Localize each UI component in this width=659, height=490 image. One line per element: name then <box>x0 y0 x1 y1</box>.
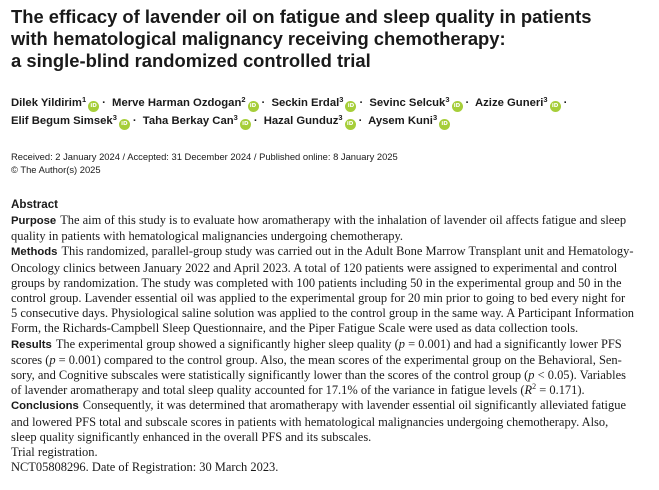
affiliation-marker: 2 <box>241 95 246 104</box>
author-separator: · <box>253 115 258 127</box>
methods-label: Methods <box>11 246 58 259</box>
results-text: The experimental group showed a significantly higher sleep quality ( <box>55 336 399 351</box>
affiliation-marker: 1 <box>81 95 87 104</box>
author-separator: · <box>358 115 363 127</box>
article-title <box>11 6 651 72</box>
affiliation-marker: 3 <box>338 113 343 122</box>
abstract-line <box>11 398 651 414</box>
author[interactable] <box>11 97 99 109</box>
author-separator: · <box>102 97 106 109</box>
author-separator: · <box>132 115 137 127</box>
results-label: Results <box>11 338 52 351</box>
r-squared-exponent: 2 <box>532 382 537 392</box>
abstract-body <box>11 213 651 475</box>
results-text: = 0.171). <box>536 383 585 398</box>
orcid-icon[interactable]: iD <box>345 119 356 130</box>
copyright-notice: © The Author(s) 2025 <box>11 164 101 175</box>
affiliation-marker: 3 <box>432 113 438 122</box>
p-symbol: p <box>49 352 56 367</box>
orcid-icon[interactable]: iD <box>88 101 99 112</box>
author-name: Dilek Yildirim <box>11 97 82 109</box>
author-separator: · <box>359 97 364 109</box>
results-text: < 0.05). Variables <box>534 368 626 383</box>
author[interactable] <box>475 97 561 109</box>
abstract-line <box>11 337 651 353</box>
author[interactable] <box>143 115 251 127</box>
author-name: Azize Guneri <box>475 97 544 109</box>
title-line: a single-blind randomized controlled trial <box>11 50 371 71</box>
author[interactable] <box>369 97 462 109</box>
author[interactable] <box>271 97 356 109</box>
results-text: = 0.001) and had a significantly lower PFS <box>405 336 622 351</box>
author-name: Taha Berkay Can <box>142 115 234 127</box>
abstract-line <box>11 353 651 368</box>
orcid-icon[interactable]: iD <box>119 119 130 130</box>
abstract-line: control group. Lavender essential oil was applied to the experimental group for 20 min prior to going to bed every night for <box>11 291 626 306</box>
author[interactable] <box>368 115 450 127</box>
abstract-line <box>11 244 651 260</box>
author-separator: · <box>465 97 470 109</box>
orcid-icon[interactable]: iD <box>550 101 561 112</box>
trial-registration-label: Trial registration. <box>11 445 98 460</box>
author[interactable] <box>264 115 356 127</box>
author[interactable] <box>11 115 130 127</box>
author-separator: · <box>261 97 266 109</box>
author-name: Merve Harman Ozdogan <box>112 97 242 109</box>
orcid-icon[interactable]: iD <box>240 119 251 130</box>
abstract-line <box>11 368 651 383</box>
results-text: sory, and Cognitive subscales were statistically significantly lower than the scores of the control group ( <box>11 368 529 383</box>
author-name: Aysem Kuni <box>368 115 433 127</box>
orcid-icon[interactable]: iD <box>248 101 259 112</box>
author-name: Hazal Gunduz <box>263 115 339 127</box>
abstract-line: Form, the Richards-Campbell Sleep Questionnaire, and the Piper Fatigue Scale were used as data collection tools. <box>11 321 579 336</box>
purpose-label: Purpose <box>11 215 57 227</box>
author-name: Elif Begum Simsek <box>11 115 113 127</box>
abstract-line: and lowered PFS total and subscale scores in patients with hematological malignancies undergoing chemotherapy. Also, <box>11 414 609 429</box>
abstract-line: sleep quality significantly enhanced in the overall PFS and its subscales. <box>11 429 372 444</box>
author-name: Seckin Erdal <box>271 97 340 109</box>
author-name: Sevinc Selcuk <box>369 97 446 109</box>
orcid-icon[interactable]: iD <box>452 101 463 112</box>
p-symbol: p <box>528 368 535 383</box>
author[interactable] <box>112 97 259 109</box>
publication-dates <box>11 150 651 176</box>
affiliation-marker: 3 <box>233 113 238 122</box>
author-separator: · <box>563 97 568 109</box>
abstract-line <box>11 383 651 398</box>
conclusions-text: Consequently, it was determined that aromatherapy with lavender essential oil significantly alleviated fatigue <box>82 398 626 413</box>
results-text: = 0.001) compared to the control group. Also, the mean scores of the experimental group on the Behavioral, Sen- <box>55 352 622 367</box>
purpose-text: The aim of this study is to evaluate how aromatherapy with the inhalation of lavender oil affects fatigue and sleep <box>60 213 627 227</box>
affiliation-marker: 3 <box>445 95 450 104</box>
affiliation-marker: 3 <box>112 113 117 122</box>
affiliation-marker: 3 <box>543 95 548 104</box>
results-text: scores ( <box>11 352 50 367</box>
orcid-icon[interactable]: iD <box>345 101 356 112</box>
abstract-line: groups by randomization. The study was completed with 100 patients including 50 in the experimental group and 50 in the <box>11 275 622 290</box>
author-line <box>11 112 651 130</box>
date-history: Received: 2 January 2024 / Accepted: 31 December 2024 / Published online: 8 January 2025 <box>11 151 398 162</box>
abstract-line: Oncology clinics between January 2022 and April 2023. A total of 120 patients were assigned to experimental and control <box>11 260 618 275</box>
trial-registration-id: NCT05808296. Date of Registration: 30 March 2023. <box>11 460 279 475</box>
author-list <box>11 94 651 130</box>
results-text: of lavender aromatherapy and total sleep quality accounted for 17.1% of the variance in fatigue levels ( <box>11 383 525 398</box>
abstract-heading: Abstract <box>11 198 59 211</box>
p-symbol: p <box>398 336 405 351</box>
author-line <box>11 94 651 112</box>
abstract-line: 5 consecutive days. Physiological saline solution was applied to the control group in the same way. A Participant Information <box>11 306 635 321</box>
abstract-line: quality in patients with hematological malignancies undergoing chemotherapy. <box>11 229 404 244</box>
abstract-line <box>11 213 651 229</box>
orcid-icon[interactable]: iD <box>439 119 450 130</box>
title-line: The efficacy of lavender oil on fatigue and sleep quality in patients <box>11 6 592 27</box>
affiliation-marker: 3 <box>339 95 344 104</box>
methods-text: This randomized, parallel-group study was carried out in the Adult Bone Marrow Transplant unit and Hematology- <box>61 244 634 259</box>
title-line: with hematological malignancy receiving chemotherapy: <box>11 28 506 49</box>
conclusions-label: Conclusions <box>11 400 79 413</box>
r-symbol: R <box>524 383 533 398</box>
